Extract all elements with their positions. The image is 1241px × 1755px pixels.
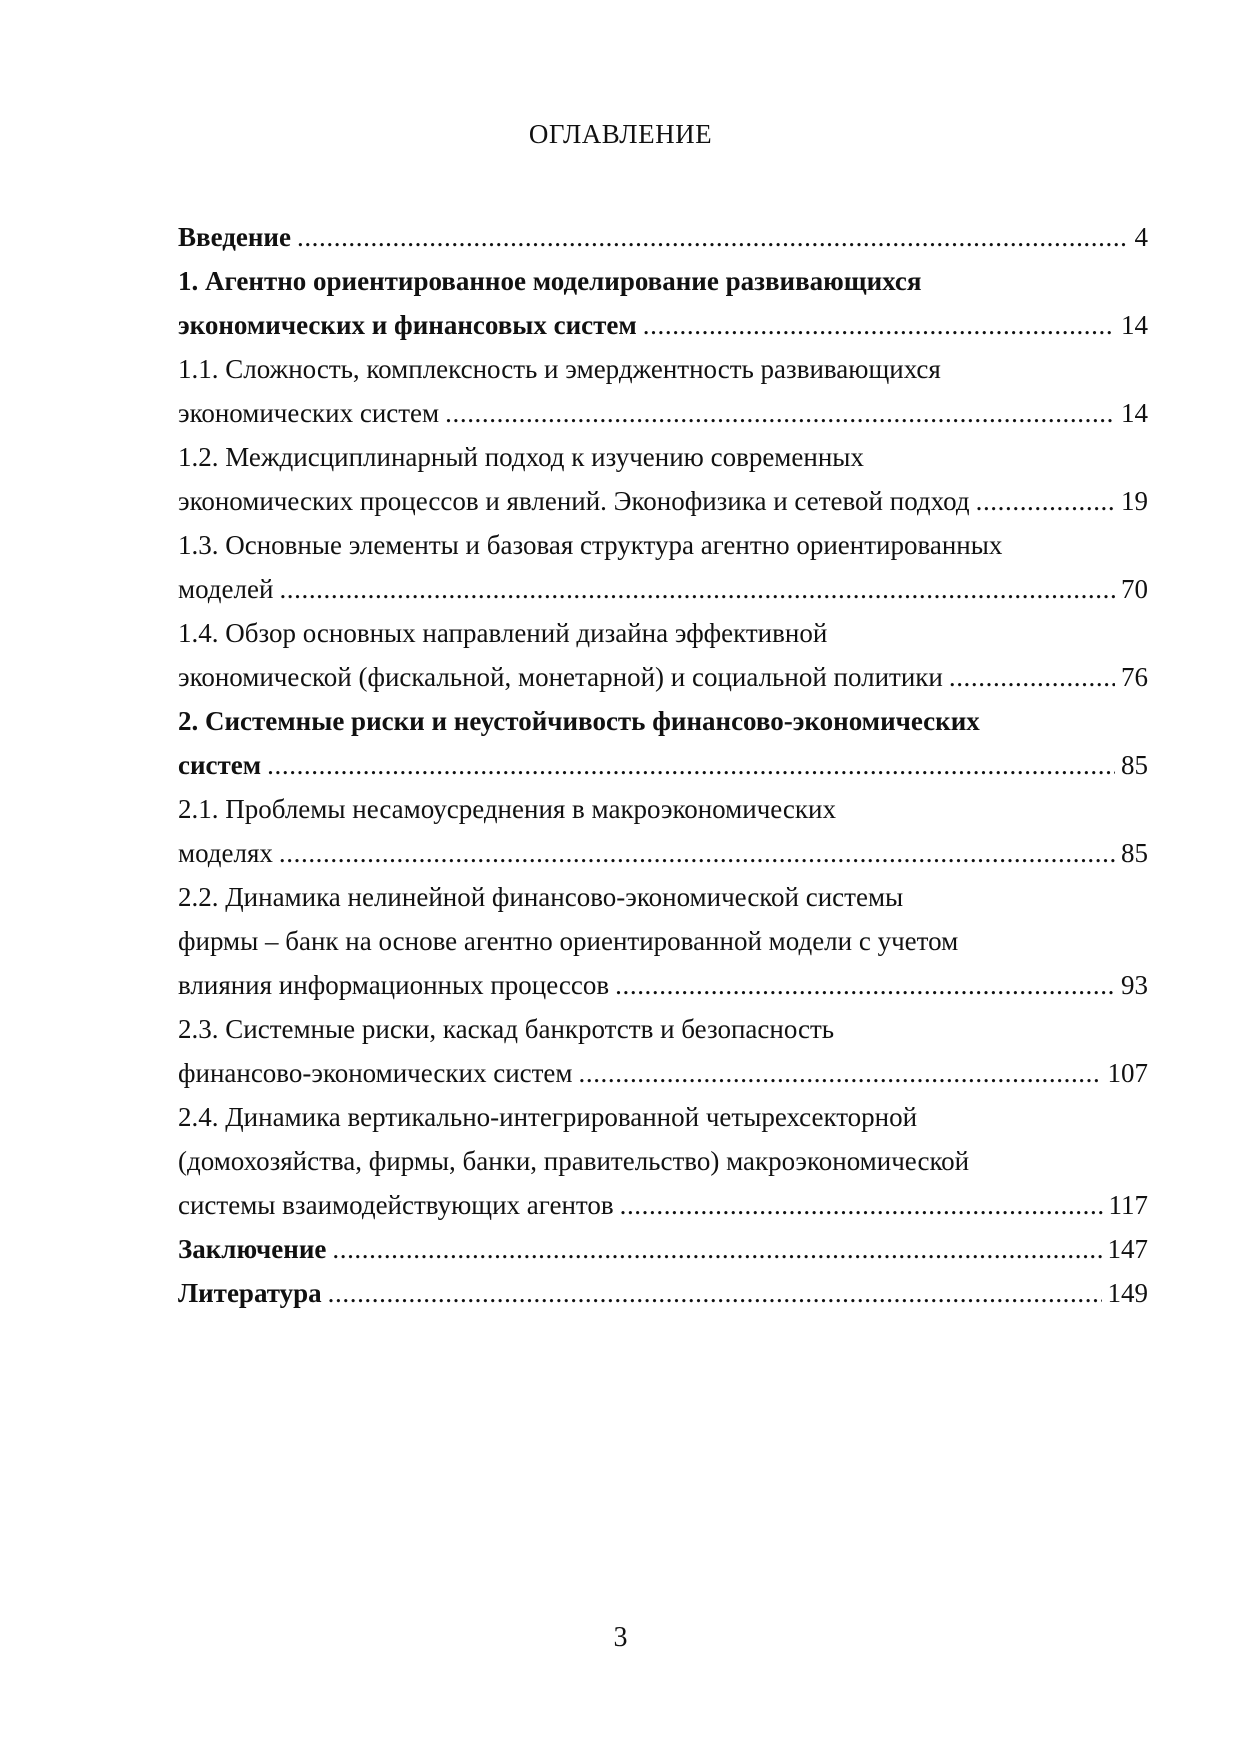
dot-leader <box>615 963 1115 1007</box>
toc-page-number: 4 <box>1134 222 1148 252</box>
toc-page-number: 19 <box>1121 486 1148 516</box>
toc-entry-row <box>178 831 1148 875</box>
toc-entry-row <box>178 1183 1148 1227</box>
toc-entry-text: систем <box>178 750 262 780</box>
dot-leader <box>279 567 1115 611</box>
toc-entry-row <box>178 567 1148 611</box>
toc-page-number: 117 <box>1108 1190 1148 1220</box>
toc-page-number: 14 <box>1121 398 1148 428</box>
toc-entry-text: экономической (фискальной, монетарной) и социальной политики <box>178 662 943 692</box>
toc-entry-text: 2.1. Проблемы несамоусреднения в макроэкономических <box>178 794 836 824</box>
toc-entry-text: моделях <box>178 838 273 868</box>
toc-page-number: 149 <box>1107 1278 1148 1308</box>
toc-entry-text: 1.4. Обзор основных направлений дизайна эффективной <box>178 618 828 648</box>
toc-entry-text: фирмы – банк на основе агентно ориентированной модели с учетом <box>178 926 959 956</box>
toc-entry-text: 2.4. Динамика вертикально-интегрированной четырехсекторной <box>178 1102 918 1132</box>
toc-entry-text: моделей <box>178 574 274 604</box>
toc-entry-row <box>178 391 1148 435</box>
toc-entry-text: системы взаимодействующих агентов <box>178 1190 614 1220</box>
toc-page-number: 85 <box>1121 838 1148 868</box>
dot-leader <box>976 479 1115 523</box>
toc-entry[interactable] <box>178 787 1148 875</box>
table-of-contents <box>178 215 1148 1315</box>
toc-entry[interactable] <box>178 1227 1148 1271</box>
toc-entry[interactable] <box>178 523 1148 611</box>
dot-leader <box>579 1051 1102 1095</box>
toc-entry-text: 2. Системные риски и неустойчивость финансово-экономических <box>178 706 980 736</box>
toc-entry-text: 2.3. Системные риски, каскад банкротств и безопасность <box>178 1014 835 1044</box>
dot-leader <box>620 1183 1103 1227</box>
toc-entry-text: 1. Агентно ориентированное моделирование развивающихся <box>178 266 922 296</box>
toc-entry[interactable] <box>178 1007 1148 1095</box>
toc-entry-row <box>178 1051 1148 1095</box>
dot-leader <box>949 655 1115 699</box>
toc-page-number: 70 <box>1121 574 1148 604</box>
dot-leader <box>332 1227 1101 1271</box>
toc-entry-text: 1.3. Основные элементы и базовая структура агентно ориентированных <box>178 530 1003 560</box>
toc-entry-row <box>178 479 1148 523</box>
toc-entry-text: 1.1. Сложность, комплексность и эмерджентность развивающихся <box>178 354 941 384</box>
toc-entry-text: Заключение <box>178 1234 327 1264</box>
toc-entry-text: 2.2. Динамика нелинейной финансово-экономической системы <box>178 882 904 912</box>
toc-page-number: 14 <box>1121 310 1148 340</box>
dot-leader <box>297 215 1129 259</box>
toc-page-number: 147 <box>1107 1234 1148 1264</box>
toc-entry-text: (домохозяйства, фирмы, банки, правительство) макроэкономической <box>178 1146 970 1176</box>
toc-entry[interactable] <box>178 435 1148 523</box>
toc-entry-text: экономических процессов и явлений. Эконофизика и сетевой подход <box>178 486 970 516</box>
toc-entry-row <box>178 1271 1148 1315</box>
dot-leader <box>445 391 1115 435</box>
dot-leader <box>279 831 1115 875</box>
toc-entry-row <box>178 1227 1148 1271</box>
toc-page-number: 76 <box>1121 662 1148 692</box>
toc-entry-text: экономических и финансовых систем <box>178 310 637 340</box>
toc-entry-text: Введение <box>178 222 291 252</box>
toc-entry-text: влияния информационных процессов <box>178 970 610 1000</box>
toc-entry-text: Литература <box>178 1278 322 1308</box>
toc-entry[interactable] <box>178 215 1148 259</box>
dot-leader <box>328 1271 1102 1315</box>
toc-entry-text: экономических систем <box>178 398 440 428</box>
toc-entry-text: финансово-экономических систем <box>178 1058 573 1088</box>
page-title: ОГЛАВЛЕНИЕ <box>528 119 713 149</box>
toc-entry[interactable] <box>178 347 1148 435</box>
toc-page-number: 107 <box>1107 1058 1148 1088</box>
toc-entry-row <box>178 655 1148 699</box>
toc-entry-row <box>178 743 1148 787</box>
toc-entry[interactable] <box>178 259 1148 347</box>
dot-leader <box>643 303 1115 347</box>
toc-entry[interactable] <box>178 875 1148 1007</box>
toc-entry[interactable] <box>178 1271 1148 1315</box>
toc-entry-row <box>178 303 1148 347</box>
dot-leader <box>267 743 1115 787</box>
toc-entry-row <box>178 963 1148 1007</box>
toc-entry-row <box>178 215 1148 259</box>
toc-entry[interactable] <box>178 1095 1148 1227</box>
toc-entry[interactable] <box>178 699 1148 787</box>
toc-entry[interactable] <box>178 611 1148 699</box>
toc-page-number: 85 <box>1121 750 1148 780</box>
page-number: 3 <box>613 1622 628 1653</box>
toc-entry-text: 1.2. Междисциплинарный подход к изучению современных <box>178 442 864 472</box>
toc-page-number: 93 <box>1121 970 1148 1000</box>
